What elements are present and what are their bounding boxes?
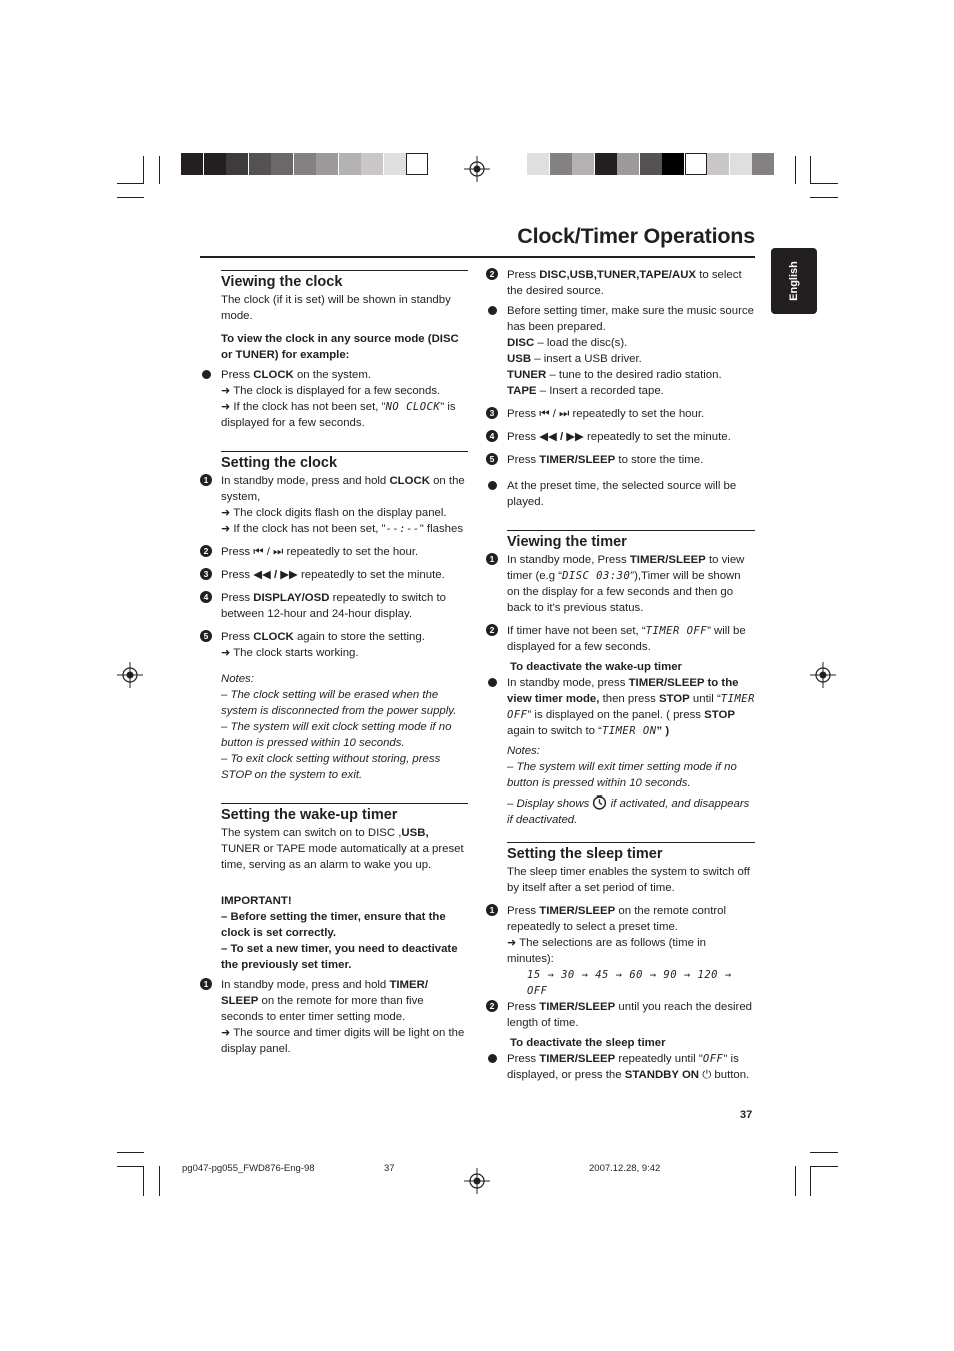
bullet-icon (488, 306, 497, 315)
deactivate-wakeup-bullet: In standby mode, press TIMER/SLEEP to the view timer mode, then press STOP until “TIMER OFF” is displayed on the panel. ( press STOP again to switch to “TIMER ON” ) (507, 675, 755, 739)
deactivate-sleep-heading: To deactivate the sleep timer (510, 1037, 666, 1049)
step-number-2: 2 (486, 268, 498, 280)
note: – The system will exit timer setting mode if no button is pressed within 10 seconds. (507, 761, 737, 789)
wakeup-step-2: 2 Press DISC,USB,TUNER,TAPE/AUX to select the desired source. (507, 267, 755, 299)
section-rule (507, 842, 755, 843)
setting-clock-step-2: 2 Press ⏮ / ⏭ repeatedly to set the hour. (221, 544, 468, 560)
step-number-4: 4 (200, 591, 212, 603)
color-swatch (617, 153, 639, 175)
heading-wakeup-timer: Setting the wake-up timer (221, 807, 398, 823)
viewing-clock-intro: The clock (if it is set) will be shown in standby mode. (221, 294, 451, 322)
step-number-5: 5 (200, 630, 212, 642)
color-swatch (527, 153, 549, 175)
note: – To exit clock setting without storing, press STOP on the system to exit. (221, 753, 441, 781)
notes-label: Notes: (507, 745, 540, 757)
arrow-icon: ➜ (507, 937, 517, 949)
color-swatch (384, 153, 406, 175)
color-swatch (406, 153, 428, 175)
color-swatch (595, 153, 617, 175)
bullet-icon (202, 370, 211, 379)
deactivate-wakeup-heading: To deactivate the wake-up timer (510, 661, 682, 673)
timer-clock-icon (592, 795, 607, 810)
step-number-3: 3 (200, 568, 212, 580)
color-swatch (685, 153, 707, 175)
color-swatch (752, 153, 774, 175)
heading-sleep-timer: Setting the sleep timer (507, 846, 663, 862)
important-note: – To set a new timer, you need to deactivate the previously set timer. (221, 943, 458, 971)
step-number-1: 1 (486, 553, 498, 565)
note: – The clock setting will be erased when the system is disconnected from the power supply. (221, 689, 457, 717)
setting-clock-step-5: 5 Press CLOCK again to store the setting. ➜ The clock starts working. (221, 629, 468, 661)
sleep-sequence: 15 → 30 → 45 → 60 → 90 → 120 → OFF (527, 969, 732, 997)
page-title: Clock/Timer Operations (517, 224, 755, 248)
color-calibration-bar-left (181, 153, 429, 175)
step-number-4: 4 (486, 430, 498, 442)
page-number: 37 (740, 1109, 753, 1121)
color-swatch (271, 153, 293, 175)
section-rule (507, 530, 755, 531)
heading-setting-clock: Setting the clock (221, 455, 338, 471)
bullet-icon (488, 481, 497, 490)
section-rule (221, 803, 468, 804)
notes-label: Notes: (221, 673, 254, 685)
color-swatch (294, 153, 316, 175)
color-swatch (662, 153, 684, 175)
step-number-1: 1 (200, 474, 212, 486)
color-calibration-bar-right (527, 153, 775, 175)
color-swatch (707, 153, 729, 175)
section-rule (221, 270, 468, 271)
heading-viewing-timer: Viewing the timer (507, 534, 627, 550)
language-tab-label: English (788, 261, 800, 301)
footer-file: pg047-pg055_FWD876-Eng-98 (182, 1163, 315, 1174)
wakeup-step-3: 3 Press ⏮ / ⏭ repeatedly to set the hour. (507, 406, 755, 422)
color-swatch (249, 153, 271, 175)
arrow-icon: ➜ (221, 401, 231, 413)
preset-time-bullet: At the preset time, the selected source will be played. (507, 478, 755, 510)
registration-mark-bottom (464, 1168, 490, 1194)
step-number-1: 1 (486, 904, 498, 916)
color-swatch (181, 153, 203, 175)
arrow-icon: ➜ (221, 385, 231, 397)
note: – The system will exit clock setting mode if no button is pressed within 10 seconds. (221, 721, 452, 749)
wakeup-intro: The system can switch on to DISC ,USB, TUNER or TAPE mode automatically at a preset time, serving as an alarm to wake you up. (221, 827, 464, 871)
setting-clock-step-4: 4 Press DISPLAY/OSD repeatedly to switch to between 12-hour and 24-hour display. (221, 590, 468, 622)
color-swatch (730, 153, 752, 175)
sleep-intro: The sleep timer enables the system to switch off by itself after a set period of time. (507, 866, 750, 894)
color-swatch (204, 153, 226, 175)
wakeup-step-1: 1 In standby mode, press and hold TIMER/ SLEEP on the remote for more than five seconds to enter timer setting mode. ➜ The source and timer digits will be light on the display panel. (221, 977, 468, 1057)
important-label: IMPORTANT! (221, 895, 292, 907)
important-note: – Before setting the timer, ensure that the clock is set correctly. (221, 911, 446, 939)
deactivate-sleep-bullet: Press TIMER/SLEEP repeatedly until "OFF" is displayed, or press the STANDBY ON ⏻ button. (507, 1051, 755, 1083)
color-swatch (339, 153, 361, 175)
step-number-1: 1 (200, 978, 212, 990)
color-swatch (361, 153, 383, 175)
registration-mark-top (464, 156, 490, 182)
color-swatch (550, 153, 572, 175)
registration-mark-left (117, 662, 143, 688)
registration-mark-right (810, 662, 836, 688)
section-rule (221, 451, 468, 452)
source-prep-bullet: Before setting timer, make sure the music source has been prepared. DISC – load the disc(s). USB – insert a USB driver. TUNER – tune to the desired radio station. TAPE – Insert a recorded tape. (507, 303, 755, 399)
viewing-timer-step-2: 2 If timer have not been set, “TIMER OFF” will be displayed for a few seconds. (507, 623, 755, 655)
language-tab (771, 248, 817, 314)
color-swatch (226, 153, 248, 175)
setting-clock-step-3: 3 Press ◀◀ / ▶▶ repeatedly to set the minute. (221, 567, 468, 583)
arrow-icon: ➜ (221, 523, 231, 535)
bullet-icon (488, 1054, 497, 1063)
power-icon: ⏻ (702, 1069, 712, 1081)
arrow-icon: ➜ (221, 507, 231, 519)
color-swatch (316, 153, 338, 175)
footer-date: 2007.12.28, 9:42 (589, 1163, 661, 1174)
color-swatch (640, 153, 662, 175)
viewing-timer-step-1: 1 In standby mode, Press TIMER/SLEEP to view timer (e.g “DISC 03:30”),Timer will be shown on the display for a few seconds and then go back to it's previous status. (507, 552, 755, 616)
note: – Display shows if activated, and disappears if deactivated. (507, 795, 755, 828)
right-column (489, 267, 755, 1083)
viewing-clock-subhead: To view the clock in any source mode (DISC or TUNER) for example: (221, 333, 459, 361)
sleep-step-1: 1 Press TIMER/SLEEP on the remote control repeatedly to select a preset time. ➜ The selections are as follows (time in minutes): 15 → 30 → 45 → 60 → 90 → 120 → OFF (507, 903, 755, 999)
wakeup-step-4: 4 Press ◀◀ / ▶▶ repeatedly to set the minute. (507, 429, 755, 445)
arrow-icon: ➜ (221, 647, 231, 659)
step-number-2: 2 (200, 545, 212, 557)
step-number-5: 5 (486, 453, 498, 465)
left-column (203, 270, 468, 1057)
viewing-clock-step: Press CLOCK on the system. ➜ The clock is displayed for a few seconds. ➜ If the clock has not been set, "NO CLOCK" is displayed for a few seconds. (221, 367, 468, 431)
step-number-2: 2 (486, 1000, 498, 1012)
step-number-2: 2 (486, 624, 498, 636)
sleep-step-2: 2 Press TIMER/SLEEP until you reach the desired length of time. (507, 999, 755, 1031)
setting-clock-step-1: 1 In standby mode, press and hold CLOCK on the system, ➜ The clock digits flash on the display panel. ➜ If the clock has not been set, "--:--" flashes (221, 473, 468, 537)
bullet-icon (488, 678, 497, 687)
step-number-3: 3 (486, 407, 498, 419)
color-swatch (572, 153, 594, 175)
title-rule (200, 256, 755, 258)
heading-viewing-clock: Viewing the clock (221, 274, 343, 290)
footer-page: 37 (384, 1163, 395, 1174)
arrow-icon: ➜ (221, 1027, 231, 1039)
wakeup-step-5: 5 Press TIMER/SLEEP to store the time. (507, 452, 755, 468)
